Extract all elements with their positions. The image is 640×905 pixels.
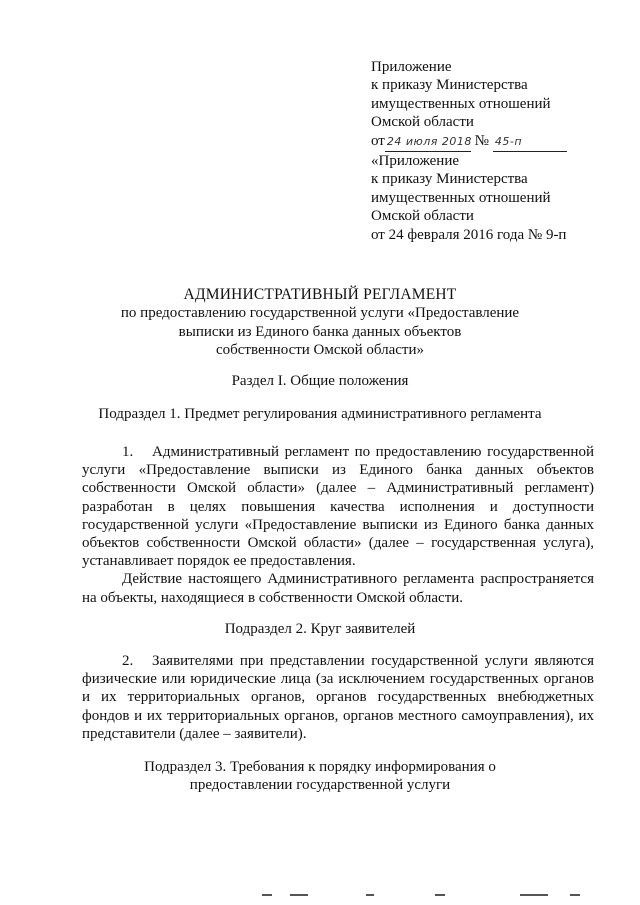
original-appendix-line: «Приложение [371, 153, 460, 170]
subsection-heading-line: Подраздел 3. Требования к порядку информирования о [144, 759, 496, 775]
paragraph-text: 2. Заявителями при представлении государственной услуги являются физические или юридические лица (за исключением государственных органов и их территориальных органов, органов государственных внебюджетных фондов и их территориальных органов, органов местного самоуправления), их представители (далее – заявители). [82, 653, 594, 742]
scan-speck [520, 894, 548, 896]
document-title-block [70, 286, 570, 360]
order-date-line [371, 132, 611, 152]
handwritten-order-number: 45-п [493, 133, 567, 152]
paragraph-text: 1. Административный регламент по предоставлению государственной услуги «Предоставление выписки из Единого банка данных объектов собственности Омской области» (далее – Административный регламент) разработан в целях повышения качества исполнения и доступности государственной услуги «Предоставление выписки из Единого банка данных объектов собственности Омской области» (далее – государственная услуга), устанавливает порядок ее предоставления. [82, 444, 594, 570]
appendix-line: Приложение [371, 59, 452, 75]
subsection-heading: Подраздел 2. Круг заявителей [224, 621, 416, 637]
document-subtitle-line: собственности Омской области» [215, 342, 424, 359]
scan-artifacts [0, 892, 640, 902]
document-subtitle-line: по предоставлению государственной услуги «Предоставление [120, 305, 520, 322]
appendix-line: имущественных отношений [371, 95, 551, 112]
subsection-heading: Подраздел 1. Предмет регулирования административного регламента [98, 406, 542, 422]
handwritten-order-date: 24 июля 2018 [385, 133, 471, 152]
section-heading: Раздел I. Общие положения [231, 373, 409, 389]
appendix-block [371, 58, 611, 244]
paragraph-1 [82, 443, 594, 607]
paragraph-2 [82, 652, 594, 743]
original-appendix-line: имущественных отношений [371, 189, 551, 206]
document-subtitle-line: выписки из Единого банка данных объектов [178, 323, 462, 340]
scan-speck [366, 894, 374, 896]
paragraph-text: Действие настоящего Административного регламента распространяется на объекты, находящиеся в собственности Омской области. [82, 571, 594, 606]
order-number-label: № [474, 132, 489, 149]
scan-speck [570, 894, 580, 896]
scan-speck [435, 894, 445, 896]
subsection-heading [40, 758, 600, 795]
scan-speck [290, 894, 308, 896]
original-appendix-line: Омской области [371, 208, 474, 225]
original-appendix-line: к приказу Министерства [371, 171, 528, 188]
appendix-line: Омской области [371, 114, 474, 131]
paragraph-number: 2. [122, 653, 134, 669]
appendix-line: к приказу Министерства [371, 77, 528, 94]
subsection-heading-line: предоставлении государственной услуги [189, 777, 451, 794]
original-appendix-line: от 24 февраля 2016 года № 9-п [371, 226, 567, 243]
document-title: АДМИНИСТРАТИВНЫЙ РЕГЛАМЕНТ [183, 286, 457, 303]
order-prefix: от [371, 132, 385, 149]
scan-speck [262, 894, 272, 896]
paragraph-number: 1. [122, 444, 134, 460]
